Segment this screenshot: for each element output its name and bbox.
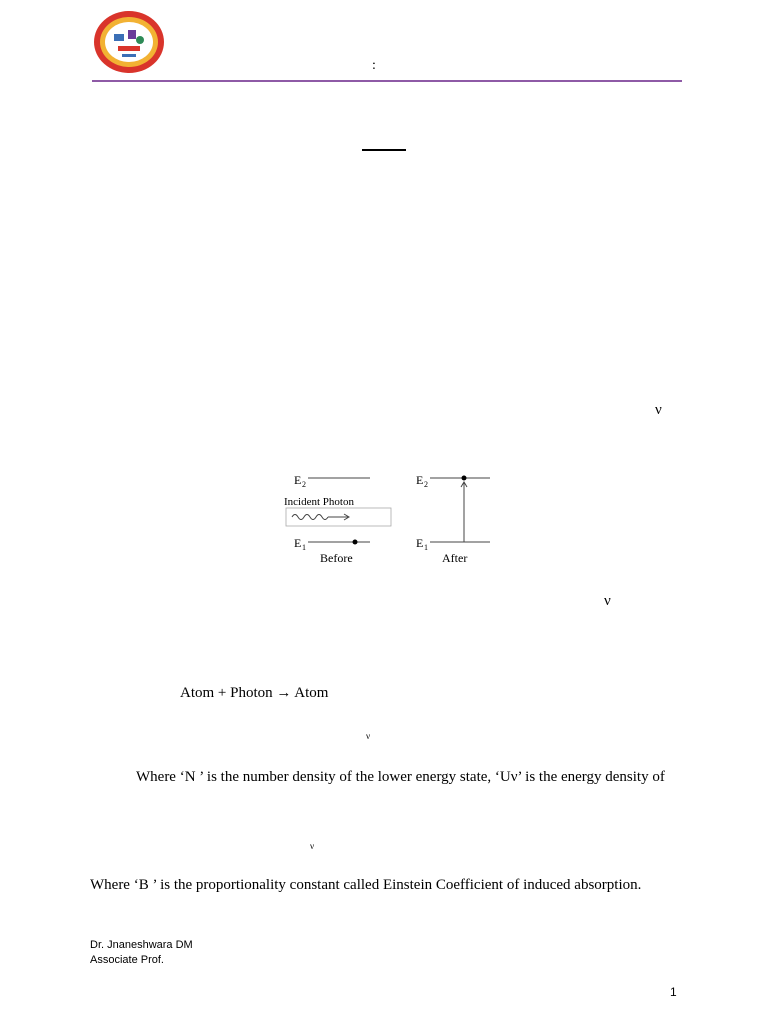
- header-divider: [92, 80, 682, 82]
- nu-subscript: ν: [366, 731, 371, 741]
- after-e2-sub: 2: [424, 480, 428, 489]
- nu-subscript: ν: [310, 841, 315, 851]
- after-e1-label: E: [416, 536, 424, 550]
- title-underline: [362, 149, 406, 151]
- where-n-text: Where ‘N ’ is the number density of the lower energy state, ‘Uν’ is the energy density of: [136, 769, 665, 785]
- where-b-text: Where ‘B ’ is the proportionality constant called Einstein Coefficient of induced absorption.: [90, 877, 642, 893]
- after-caption: After: [442, 551, 468, 565]
- nu-symbol: ν: [655, 402, 662, 418]
- before-caption: Before: [320, 551, 353, 565]
- wavy-photon-icon: [292, 515, 328, 520]
- after-e1-sub: 1: [424, 543, 428, 552]
- absorption-diagram: [280, 470, 500, 570]
- before-e2-sub: 2: [302, 480, 306, 489]
- footer-author: [90, 938, 193, 968]
- author-designation: Associate Prof.: [90, 954, 164, 966]
- nu-symbol: ν: [604, 593, 611, 609]
- after-e2-label: E: [416, 473, 424, 487]
- header-colon: :: [372, 58, 376, 73]
- after-electron-dot: [462, 476, 467, 481]
- incident-photon-label: Incident Photon: [284, 496, 354, 508]
- absorption-equation: Atom + Photon → Atom: [180, 685, 329, 701]
- before-e2-label: E: [294, 473, 302, 487]
- before-electron-dot: [353, 540, 358, 545]
- before-e1-label: E: [294, 536, 302, 550]
- institute-logo: [92, 10, 166, 74]
- before-e1-sub: 1: [302, 543, 306, 552]
- author-name: Dr. Jnaneshwara DM: [90, 939, 193, 951]
- page-number: 1: [670, 985, 677, 999]
